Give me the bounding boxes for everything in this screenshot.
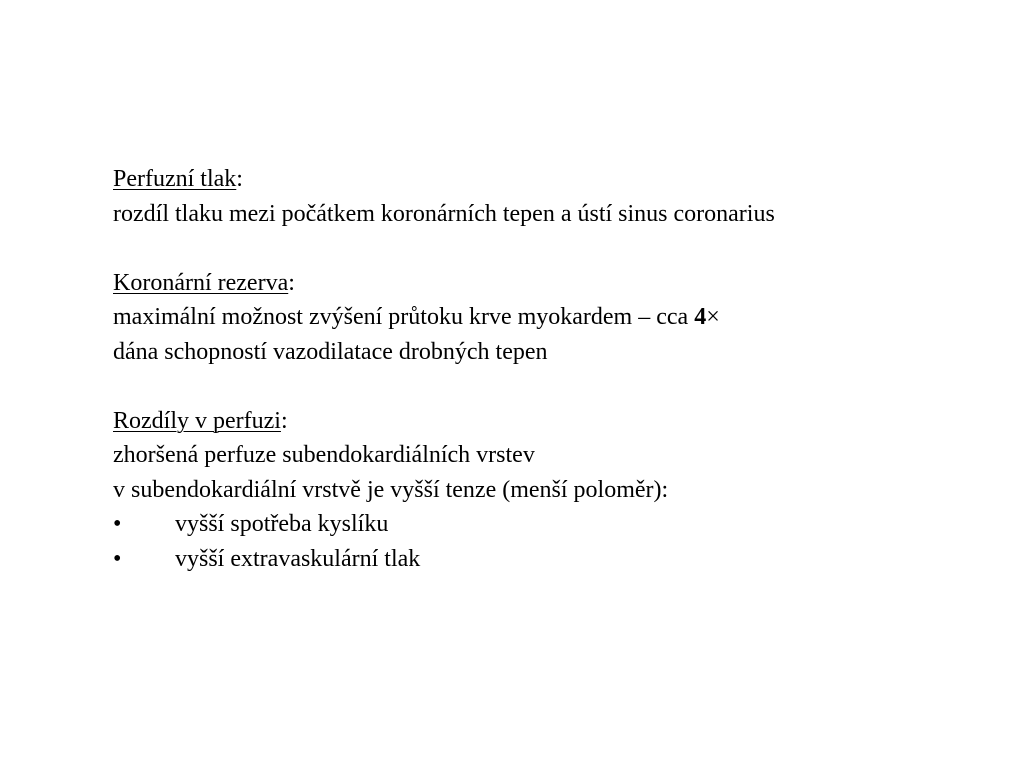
bullet-icon: • <box>113 545 122 572</box>
bullet-text: vyšší spotřeba kyslíku <box>175 511 389 537</box>
heading-colon: : <box>236 166 243 192</box>
heading-colon: : <box>288 269 295 296</box>
section-rozdily-heading <box>113 404 993 439</box>
bullet-item <box>113 507 993 542</box>
section-text-line: v subendokardiální vrstvě je vyšší tenze (menší poloměr): <box>113 476 669 503</box>
section-heading: Koronární rezerva <box>113 269 289 296</box>
spacer <box>113 231 993 266</box>
bullet-text: vyšší extravaskulární tlak <box>175 545 421 572</box>
spacer <box>113 369 993 404</box>
text-run: maximální možnost zvýšení průtoku krve myokardem – cca <box>113 304 695 330</box>
section-heading: Perfuzní tlak <box>113 166 237 192</box>
section-text-line: rozdíl tlaku mezi počátkem koronárních tepen a ústí sinus coronarius <box>113 200 775 227</box>
section-perfuzni-tlak-heading <box>113 162 993 197</box>
bold-number: 4 <box>694 304 707 330</box>
slide-content <box>113 162 993 576</box>
section-heading: Rozdíly v perfuzi <box>113 407 281 434</box>
section-text-line: zhoršená perfuze subendokardiálních vrstev <box>113 442 535 468</box>
section-text-line <box>113 300 993 335</box>
multiplier-sign: × <box>706 304 720 330</box>
section-text-line: dána schopností vazodilatace drobných tepen <box>113 338 548 365</box>
bullet-item <box>113 542 993 577</box>
heading-colon: : <box>280 407 288 434</box>
section-koronarni-rezerva-heading <box>113 266 993 301</box>
bullet-icon: • <box>113 511 122 537</box>
